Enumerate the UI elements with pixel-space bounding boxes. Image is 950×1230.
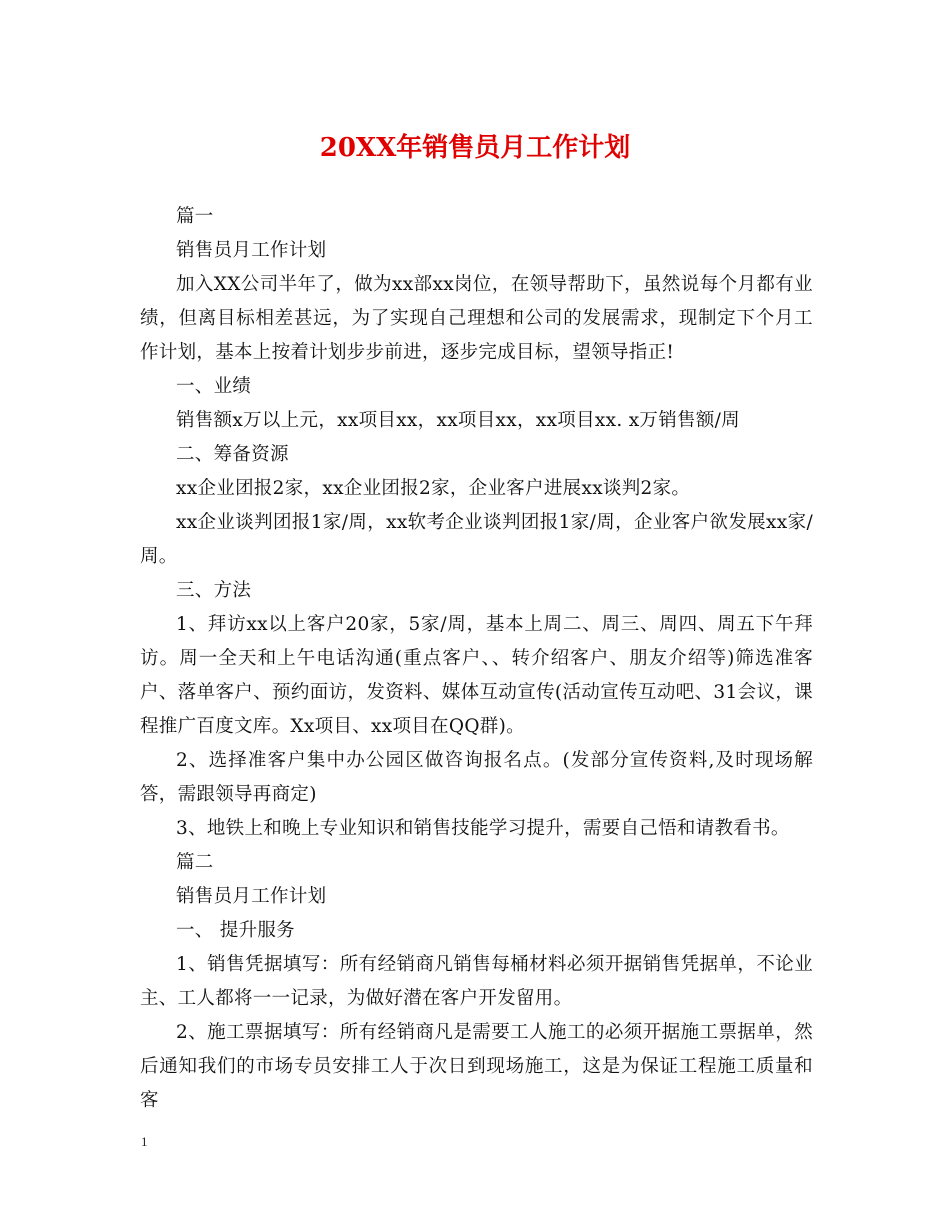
heading-methods: 三、方法 <box>176 580 252 601</box>
section-heading-part-2: 篇二 <box>176 852 214 873</box>
heading-resources: 二、筹备资源 <box>176 444 289 465</box>
paragraph-method-2: 2、选择准客户集中办公园区做咨询报名点。(发部分宣传资料,及时现场解答，需跟领导再商定) <box>140 750 813 805</box>
paragraph-sales-target: 销售额x万以上元，xx项目xx，xx项目xx，xx项目xx. x万销售额/周 <box>176 410 740 431</box>
heading-performance: 一、业绩 <box>176 376 252 397</box>
heading-improve-service: 一、 提升服务 <box>176 920 295 941</box>
paragraph-method-3: 3、地铁上和晚上专业知识和销售技能学习提升，需要自己悟和请教看书。 <box>176 818 790 839</box>
paragraph-service-1: 1、销售凭据填写：所有经销商凡销售每桶材料必须开据销售凭据单，不论业主、工人都将一一记录，为做好潜在客户开发留用。 <box>140 954 813 1009</box>
subtitle-part-2: 销售员月工作计划 <box>176 886 327 907</box>
paragraph-resources-1: xx企业团报2家，xx企业团报2家，企业客户进展xx谈判2家。 <box>176 478 691 499</box>
paragraph-method-1: 1、拜访xx以上客户20家，5家/周，基本上周二、周三、周四、周五下午拜访。周一全天和上午电话沟通(重点客户、、转介绍客户、朋友介绍等)筛选准客户、落单客户、预约面访，发资料、媒体互动宣传(活动宣传互动吧、31会议，课程推广百度文库。Xx项目、xx项目在QQ群)。 <box>140 614 813 737</box>
document-body <box>140 200 813 1118</box>
paragraph-intro: 加入XX公司半年了，做为xx部xx岗位，在领导帮助下，虽然说每个月都有业绩，但离目标相差甚远，为了实现自己理想和公司的发展需求，现制定下个月工作计划，基本上按着计划步步前进，逐步完成目标，望领导指正! <box>140 274 813 363</box>
paragraph-service-2: 2、施工票据填写：所有经销商凡是需要工人施工的必须开据施工票据单，然后通知我们的市场专员安排工人于次日到现场施工，这是为保证工程施工质量和客 <box>140 1022 813 1111</box>
page-number: 1 <box>141 1134 148 1149</box>
document-title: 20XX年销售员月工作计划 <box>319 133 631 163</box>
section-heading-part-1: 篇一 <box>176 206 214 227</box>
paragraph-resources-2: xx企业谈判团报1家/周，xx软考企业谈判团报1家/周，企业客户欲发展xx家/周。 <box>140 512 813 567</box>
subtitle: 销售员月工作计划 <box>176 240 327 261</box>
